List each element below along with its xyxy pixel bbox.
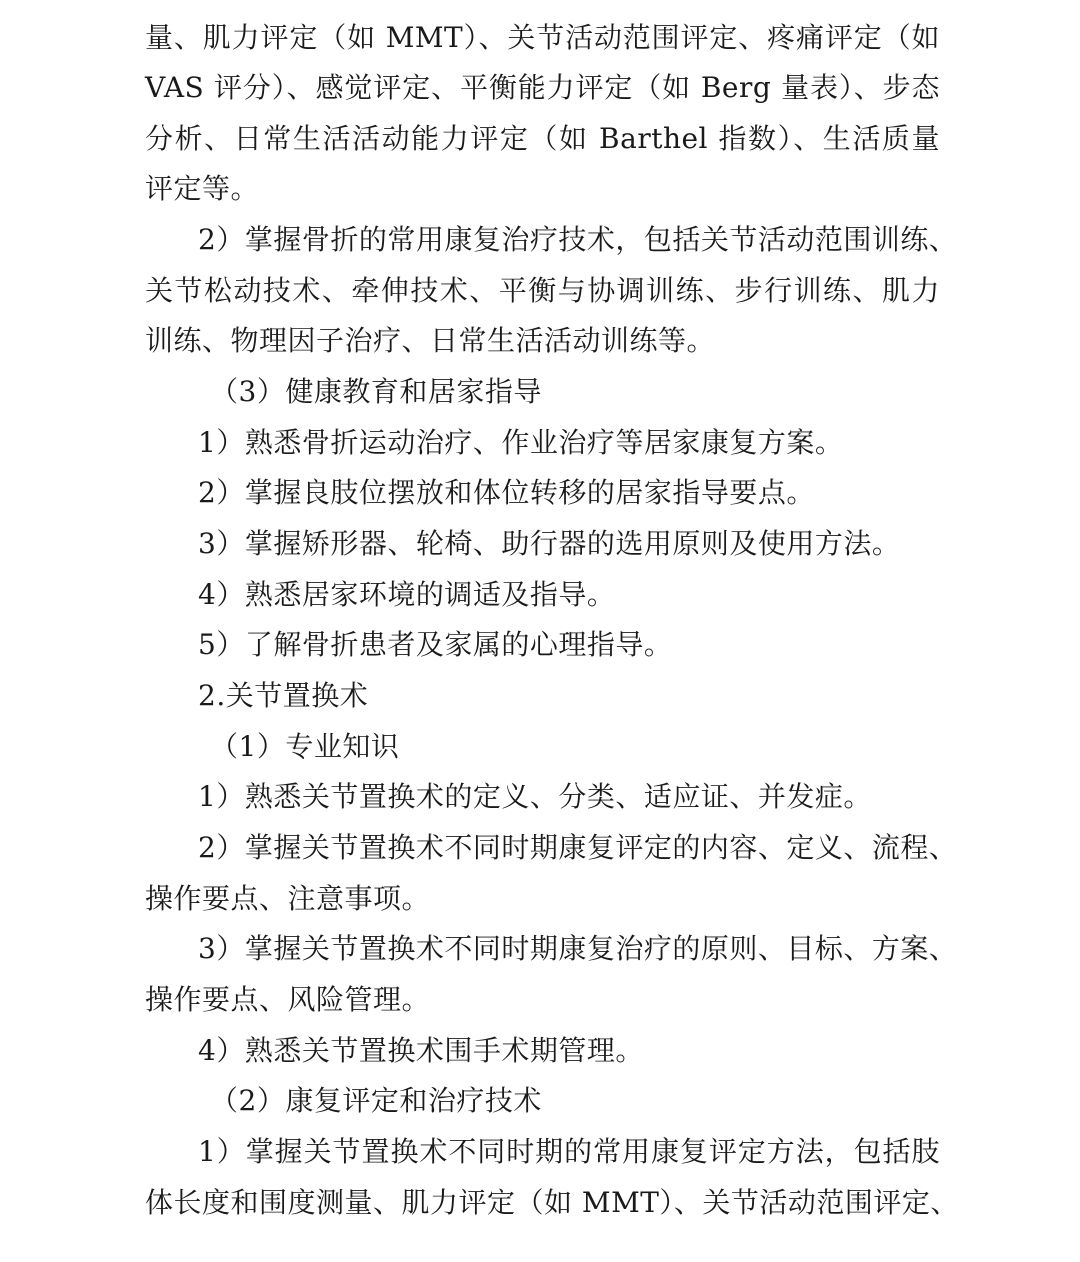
text-line: 1）熟悉关节置换术的定义、分类、适应证、并发症。 xyxy=(198,780,872,813)
text-line: 量、肌力评定（如 MMT）、关节活动范围评定、疼痛评定（如 xyxy=(145,21,940,54)
text-line: 2）掌握关节置换术不同时期康复评定的内容、定义、流程、 xyxy=(198,831,958,864)
text-line: 4）熟悉居家环境的调适及指导。 xyxy=(198,578,616,611)
text-line: 5）了解骨折患者及家属的心理指导。 xyxy=(198,628,673,661)
text-line: 2）掌握骨折的常用康复治疗技术，包括关节活动范围训练、 xyxy=(198,223,958,256)
text-line: 操作要点、风险管理。 xyxy=(145,983,431,1016)
text-line: VAS 评分）、感觉评定、平衡能力评定（如 Berg 量表）、步态 xyxy=(145,71,940,104)
text-line: 4）熟悉关节置换术围手术期管理。 xyxy=(198,1034,644,1067)
text-line: 操作要点、注意事项。 xyxy=(145,882,431,915)
text-line: 关节松动技术、牵伸技术、平衡与协调训练、步行训练、肌力 xyxy=(145,274,940,307)
text-line: 3）掌握矫形器、轮椅、助行器的选用原则及使用方法。 xyxy=(198,527,901,560)
text-line: 训练、物理因子治疗、日常生活活动训练等。 xyxy=(145,324,716,357)
text-line: 评定等。 xyxy=(145,172,260,205)
text-line: 1）掌握关节置换术不同时期的常用康复评定方法，包括肢 xyxy=(198,1135,940,1168)
text-line: 1）熟悉骨折运动治疗、作业治疗等居家康复方案。 xyxy=(198,426,844,459)
section-heading: （2）康复评定和治疗技术 xyxy=(210,1084,542,1117)
text-line: 2）掌握良肢位摆放和体位转移的居家指导要点。 xyxy=(198,476,815,509)
text-line: 体长度和围度测量、肌力评定（如 MMT）、关节活动范围评定、 xyxy=(145,1186,959,1219)
section-heading: （1）专业知识 xyxy=(210,730,400,763)
text-line: 分析、日常生活活动能力评定（如 Barthel 指数）、生活质量 xyxy=(145,122,940,155)
section-heading: 2.关节置换术 xyxy=(198,679,369,712)
text-line: 3）掌握关节置换术不同时期康复治疗的原则、目标、方案、 xyxy=(198,932,958,965)
section-heading: （3）健康教育和居家指导 xyxy=(210,375,542,408)
